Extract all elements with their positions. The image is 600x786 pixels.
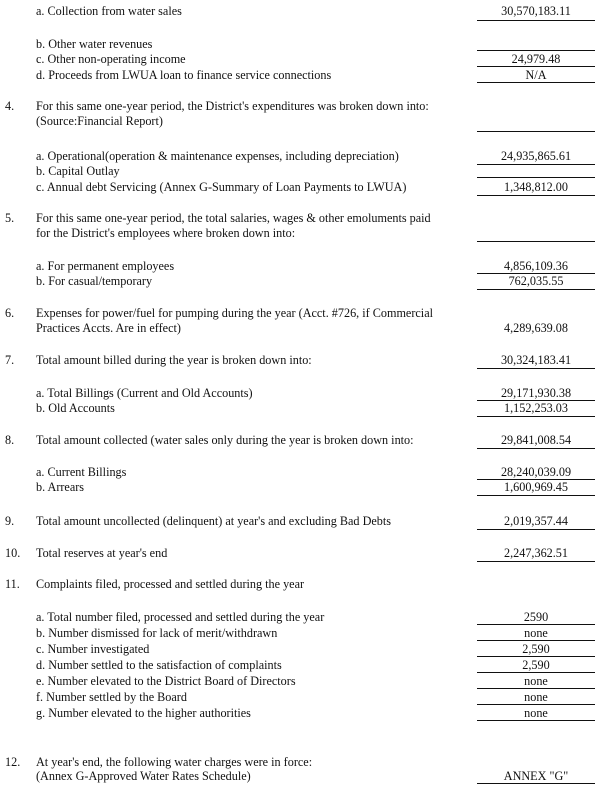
expense-operational-label: a. Operational(operation & maintenance expenses, including depreciation) — [36, 149, 399, 163]
rule — [477, 495, 595, 496]
salary-casual-label: b. For casual/temporary — [36, 274, 153, 288]
rule — [477, 131, 595, 132]
revenue-non-operating-label: c. Other non-operating income — [36, 52, 186, 66]
billed-old-accounts-value: 1,152,253.03 — [504, 401, 568, 415]
complaint-row-value: none — [524, 674, 548, 688]
complaint-row-value: 2,590 — [522, 642, 550, 656]
complaint-row-value: none — [524, 626, 548, 640]
item-4-text: For this same one-year period, the District's expenditures was broken down into: — [36, 99, 429, 113]
item-12-text-cont: (Annex G-Approved Water Rates Schedule) — [36, 769, 251, 783]
item-6-number: 6. — [5, 306, 15, 320]
item-7-text: Total amount billed during the year is broken down into: — [36, 353, 312, 367]
rule — [477, 672, 595, 673]
item-10-value: 2,247,362.51 — [504, 546, 568, 560]
complaint-row-value: 2590 — [523, 610, 549, 624]
complaint-row-label: f. Number settled by the Board — [36, 690, 187, 704]
item-12-value: ANNEX "G" — [503, 769, 569, 783]
rule — [477, 624, 595, 625]
item-9-value: 2,019,357.44 — [504, 514, 568, 528]
complaint-row-label: d. Number settled to the satisfaction of complaints — [36, 658, 282, 672]
collected-arrears-value: 1,600,969.45 — [504, 480, 568, 494]
expense-debt-servicing-value: 1,348,812.00 — [504, 180, 568, 194]
rule — [477, 704, 595, 705]
item-8-value: 29,841,008.54 — [500, 433, 572, 447]
salary-casual-value: 762,035.55 — [508, 274, 564, 288]
item-10-text: Total reserves at year's end — [36, 546, 168, 560]
expense-capital-outlay-label: b. Capital Outlay — [36, 164, 120, 178]
complaint-row-value: none — [524, 690, 548, 704]
rule — [477, 561, 595, 562]
item-4-number: 4. — [5, 99, 15, 113]
item-5-text: For this same one-year period, the total salaries, wages & other emoluments paid — [36, 211, 431, 225]
rule — [477, 20, 595, 21]
complaint-row-label: b. Number dismissed for lack of merit/withdrawn — [36, 626, 278, 640]
item-12-text: At year's end, the following water charges were in force: — [36, 755, 313, 769]
revenue-other-water-label: b. Other water revenues — [36, 37, 153, 51]
collected-current-value: 28,240,039.09 — [500, 465, 572, 479]
item-5-number: 5. — [5, 211, 15, 225]
complaint-row-value: none — [524, 706, 548, 720]
item-7-value: 30,324,183.41 — [500, 353, 572, 367]
item-4-source: (Source:Financial Report) — [36, 114, 163, 128]
expense-debt-servicing-label: c. Annual debt Servicing (Annex G-Summary of Loan Payments to LWUA) — [36, 180, 407, 194]
revenue-non-operating-value: 24,979.48 — [511, 52, 561, 66]
item-12-number: 12. — [5, 755, 21, 769]
rule — [477, 66, 595, 67]
complaint-row-label: c. Number investigated — [36, 642, 150, 656]
revenue-loan-proceeds-value: N/A — [525, 68, 547, 82]
complaint-row-label: a. Total number filed, processed and settled during the year — [36, 610, 325, 624]
rule — [477, 82, 595, 83]
salary-permanent-value: 4,856,109.36 — [504, 259, 568, 273]
rule — [477, 177, 595, 178]
rule — [477, 416, 595, 417]
item-8-number: 8. — [5, 433, 15, 447]
rule — [477, 783, 595, 784]
rule — [477, 448, 595, 449]
rule — [477, 164, 595, 165]
complaint-row-label: g. Number elevated to the higher authorities — [36, 706, 251, 720]
revenue-water-sales-label: a. Collection from water sales — [36, 4, 182, 18]
rule — [477, 656, 595, 657]
item-7-number: 7. — [5, 353, 15, 367]
item-11-number: 11. — [5, 577, 20, 591]
rule — [477, 289, 595, 290]
rule — [477, 688, 595, 689]
rule — [477, 529, 595, 530]
rule — [477, 50, 595, 51]
item-10-number: 10. — [5, 546, 21, 560]
complaint-row-label: e. Number elevated to the District Board of Directors — [36, 674, 296, 688]
item-11-text: Complaints filed, processed and settled during the year — [36, 577, 305, 591]
item-6-text-cont: Practices Accts. Are in effect) — [36, 321, 181, 335]
rule — [477, 640, 595, 641]
item-9-number: 9. — [5, 514, 15, 528]
expense-operational-value: 24,935,865.61 — [500, 149, 572, 163]
revenue-loan-proceeds-label: d. Proceeds from LWUA loan to finance service connections — [36, 68, 332, 82]
complaint-row-value: 2,590 — [522, 658, 550, 672]
billed-total-value: 29,171,930.38 — [500, 386, 572, 400]
collected-arrears-label: b. Arrears — [36, 480, 85, 494]
revenue-water-sales-value: 30,570,183.11 — [501, 4, 571, 18]
rule — [477, 720, 595, 721]
item-9-text: Total amount uncollected (delinquent) at year's and excluding Bad Debts — [36, 514, 392, 528]
item-6-text: Expenses for power/fuel for pumping during the year (Acct. #726, if Commercial — [36, 306, 433, 320]
item-6-value: 4,289,639.08 — [504, 321, 568, 335]
billed-total-label: a. Total Billings (Current and Old Accounts) — [36, 386, 253, 400]
salary-permanent-label: a. For permanent employees — [36, 259, 175, 273]
item-5-text-cont: for the District's employees where broken down into: — [36, 226, 296, 240]
rule — [477, 195, 595, 196]
billed-old-accounts-label: b. Old Accounts — [36, 401, 115, 415]
item-8-text: Total amount collected (water sales only during the year is broken down into: — [36, 433, 414, 447]
collected-current-label: a. Current Billings — [36, 465, 127, 479]
rule — [477, 241, 595, 242]
rule — [477, 368, 595, 369]
